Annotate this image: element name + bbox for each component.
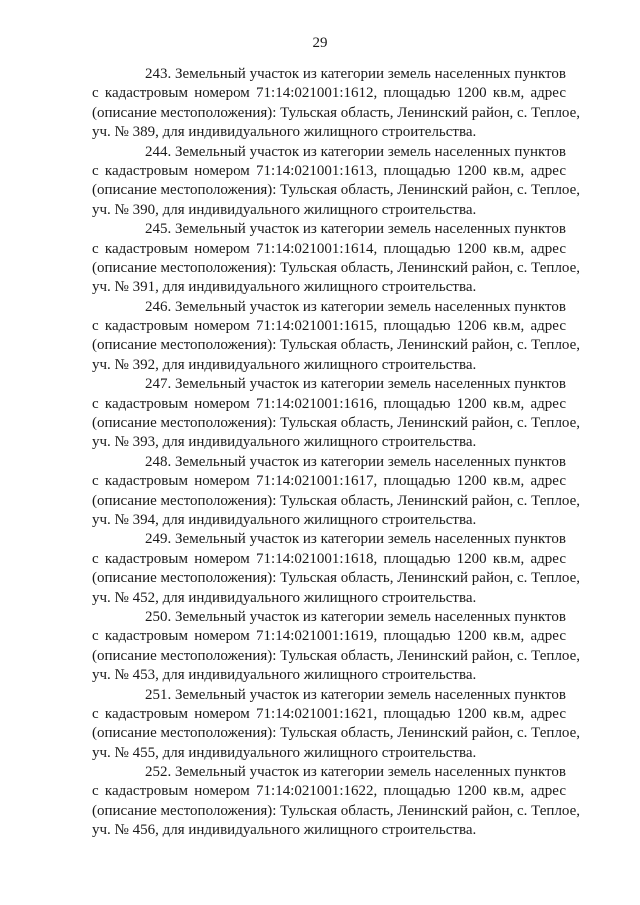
entry-line: (описание местоположения): Тульская область, Ленинский район, с. Теплое, (92, 647, 581, 664)
entry-line: уч. № 455, для индивидуального жилищного строительства. (92, 744, 477, 761)
entry-line: уч. № 453, для индивидуального жилищного строительства. (92, 667, 477, 684)
entry-line: уч. № 452, для индивидуального жилищного строительства. (92, 589, 477, 606)
entry-line: 248. Земельный участок из категории земель населенных пунктов (145, 453, 566, 470)
entry-line: (описание местоположения): Тульская область, Ленинский район, с. Теплое, (92, 259, 581, 276)
entry-line: с кадастровым номером 71:14:021001:1619, площадью 1200 кв.м, адрес (92, 628, 566, 645)
entry-line: 249. Земельный участок из категории земель населенных пунктов (145, 531, 566, 548)
entry-line: уч. № 392, для индивидуального жилищного строительства. (92, 356, 477, 373)
entry-line: 250. Земельный участок из категории земель населенных пунктов (145, 608, 566, 625)
entry-line: 246. Земельный участок из категории земель населенных пунктов (145, 298, 566, 315)
entry-line: уч. № 389, для индивидуального жилищного строительства. (92, 124, 477, 141)
entry-line: 243. Земельный участок из категории земель населенных пунктов (145, 66, 566, 82)
entry-line: с кадастровым номером 71:14:021001:1618, площадью 1200 кв.м, адрес (92, 550, 566, 567)
entry-line: с кадастровым номером 71:14:021001:1614, площадью 1200 кв.м, адрес (92, 240, 566, 257)
list-item (92, 375, 581, 453)
list-item (92, 686, 581, 764)
entry-line: 244. Земельный участок из категории земель населенных пунктов (145, 143, 566, 160)
entry-line: (описание местоположения): Тульская область, Ленинский район, с. Теплое, (92, 415, 581, 432)
list-item (92, 220, 581, 298)
entry-line: (описание местоположения): Тульская область, Ленинский район, с. Теплое, (92, 337, 581, 354)
entry-line: с кадастровым номером 71:14:021001:1622, площадью 1200 кв.м, адрес (92, 783, 566, 800)
list-item (92, 453, 581, 531)
entry-line: (описание местоположения): Тульская область, Ленинский район, с. Теплое, (92, 802, 581, 819)
list-item (92, 530, 581, 608)
entry-line: уч. № 393, для индивидуального жилищного строительства. (92, 434, 477, 451)
entry-line: 247. Земельный участок из категории земель населенных пунктов (145, 376, 566, 393)
entry-line: с кадастровым номером 71:14:021001:1615, площадью 1206 кв.м, адрес (92, 318, 566, 335)
entry-line: (описание местоположения): Тульская область, Ленинский район, с. Теплое, (92, 492, 581, 509)
entry-line: 252. Земельный участок из категории земель населенных пунктов (145, 764, 566, 781)
list-item (92, 763, 581, 841)
entry-line: (описание местоположения): Тульская область, Ленинский район, с. Теплое, (92, 182, 581, 199)
entries-list (92, 65, 581, 841)
entry-line: уч. № 394, для индивидуального жилищного строительства. (92, 511, 477, 528)
entry-line: с кадастровым номером 71:14:021001:1612, площадью 1200 кв.м, адрес (92, 85, 566, 102)
list-item (92, 143, 581, 221)
entry-line: 251. Земельный участок из категории земель населенных пунктов (145, 686, 566, 703)
entry-line: с кадастровым номером 71:14:021001:1617, площадью 1200 кв.м, адрес (92, 473, 566, 490)
list-item (92, 608, 581, 686)
entry-line: (описание местоположения): Тульская область, Ленинский район, с. Теплое, (92, 725, 581, 742)
entry-line: с кадастровым номером 71:14:021001:1613, площадью 1200 кв.м, адрес (92, 162, 566, 179)
list-item (92, 298, 581, 376)
entry-line: 245. Земельный участок из категории земель населенных пунктов (145, 221, 566, 238)
page-number: 29 (312, 35, 328, 51)
entry-line: (описание местоположения): Тульская область, Ленинский район, с. Теплое, (92, 104, 581, 121)
list-item (92, 65, 581, 143)
entry-line: с кадастровым номером 71:14:021001:1621, площадью 1200 кв.м, адрес (92, 705, 566, 722)
entry-line: уч. № 391, для индивидуального жилищного строительства. (92, 279, 477, 296)
entry-line: (описание местоположения): Тульская область, Ленинский район, с. Теплое, (92, 570, 581, 587)
entry-line: с кадастровым номером 71:14:021001:1616, площадью 1200 кв.м, адрес (92, 395, 566, 412)
entry-line: уч. № 456, для индивидуального жилищного строительства. (92, 822, 477, 839)
entry-line: уч. № 390, для индивидуального жилищного строительства. (92, 201, 477, 218)
